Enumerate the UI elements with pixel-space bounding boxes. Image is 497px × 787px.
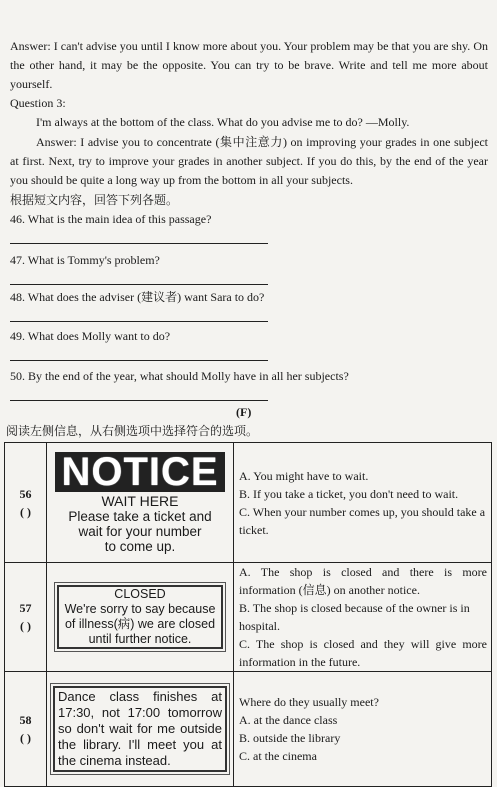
notice-line: We're sorry to say because xyxy=(64,602,216,616)
option-a: A. You might have to wait. xyxy=(239,468,369,483)
item-number: 56 xyxy=(19,486,32,501)
item-number: 57 xyxy=(19,601,32,615)
notice-line: of illness(病) we are closed xyxy=(64,617,216,631)
table-row xyxy=(5,672,492,787)
answer-line-46[interactable] xyxy=(10,243,268,244)
notice-line: to come up. xyxy=(104,538,176,554)
item-number-cell xyxy=(5,443,47,563)
answer-paren[interactable]: ( ) xyxy=(20,504,31,519)
notice-title: CLOSED xyxy=(114,587,166,601)
answer-line-48[interactable] xyxy=(10,321,268,322)
options-cell xyxy=(234,443,492,563)
answer-line-47[interactable] xyxy=(10,284,268,285)
notice-line: wait for your number xyxy=(78,523,202,539)
notice-line: WAIT HERE xyxy=(101,492,179,509)
dance-class-note: Dance class finishes at 17:30, not 17:00 tomorrow so don't wait for me outside the library. I'll meet you at the cinema instead. xyxy=(53,686,227,772)
item-question: Where do they usually meet? xyxy=(239,695,379,709)
notice-line: until further notice. xyxy=(88,632,192,646)
option-c: C. at the cinema xyxy=(239,749,317,763)
option-a: A. The shop is closed and there is more information (信息) on another notice. xyxy=(239,565,487,597)
question-50: 50. By the end of the year, what should Molly have in all her subjects? xyxy=(10,369,349,383)
question-49: 49. What does Molly want to do? xyxy=(10,329,171,343)
options-cell xyxy=(234,563,492,672)
notice-cell xyxy=(47,672,234,787)
instruction-text: 根据短文内容，回答下列各题。 xyxy=(10,193,179,207)
question-47: 47. What is Tommy's problem? xyxy=(10,253,160,267)
question-48: 48. What does the adviser (建议者) want Sara to do? xyxy=(10,290,265,304)
answer-2-paragraph: Answer: I can't advise you until I know more about you. Your problem may be that you are shy. On the other hand, it may be the opposite. You can try to be brave. Write and tell me more about yourself. xyxy=(10,39,488,91)
notice-cell xyxy=(47,443,234,563)
question-3-text: I'm always at the bottom of the class. What do you advise me to do? —Molly. xyxy=(36,115,410,129)
option-b: B. outside the library xyxy=(239,731,341,745)
option-a: A. at the dance class xyxy=(239,713,338,727)
option-b: B. The shop is closed because of the owner is in hospital. xyxy=(239,601,470,633)
answer-paren[interactable]: ( ) xyxy=(20,731,31,745)
answer-3-paragraph: Answer: I advise you to concentrate (集中注意力) on improving your grades in one subject at first. Next, try to improve your grades in another subject. If you do this, by the end of the year you should be quite a long way up from the bottom in all your subjects. xyxy=(10,135,488,187)
question-3-label: Question 3: xyxy=(10,96,66,110)
item-number-cell xyxy=(5,672,47,787)
table-row xyxy=(5,563,492,672)
closed-notice xyxy=(57,585,223,649)
section-f-label: (F) xyxy=(236,405,252,419)
option-c: C. When your number comes up, you should take a ticket. xyxy=(239,504,486,537)
notice-line: Please take a ticket and xyxy=(68,508,212,524)
notice-cell xyxy=(47,563,234,672)
item-number-cell xyxy=(5,563,47,672)
option-b: B. If you take a ticket, you don't need to wait. xyxy=(239,486,459,501)
notice-heading: NOTICE xyxy=(55,452,225,492)
answer-line-50[interactable] xyxy=(10,400,268,401)
question-46: 46. What is the main idea of this passage? xyxy=(10,212,212,226)
section-f-instruction: 阅读左侧信息，从右侧选项中选择符合的选项。 xyxy=(6,424,259,438)
item-number: 58 xyxy=(19,713,32,727)
option-c: C. The shop is closed and they will give more information in the future. xyxy=(239,637,487,669)
options-cell xyxy=(234,672,492,787)
answer-paren[interactable]: ( ) xyxy=(20,619,31,633)
matching-table xyxy=(4,442,492,787)
table-row xyxy=(5,443,492,563)
answer-line-49[interactable] xyxy=(10,360,268,361)
